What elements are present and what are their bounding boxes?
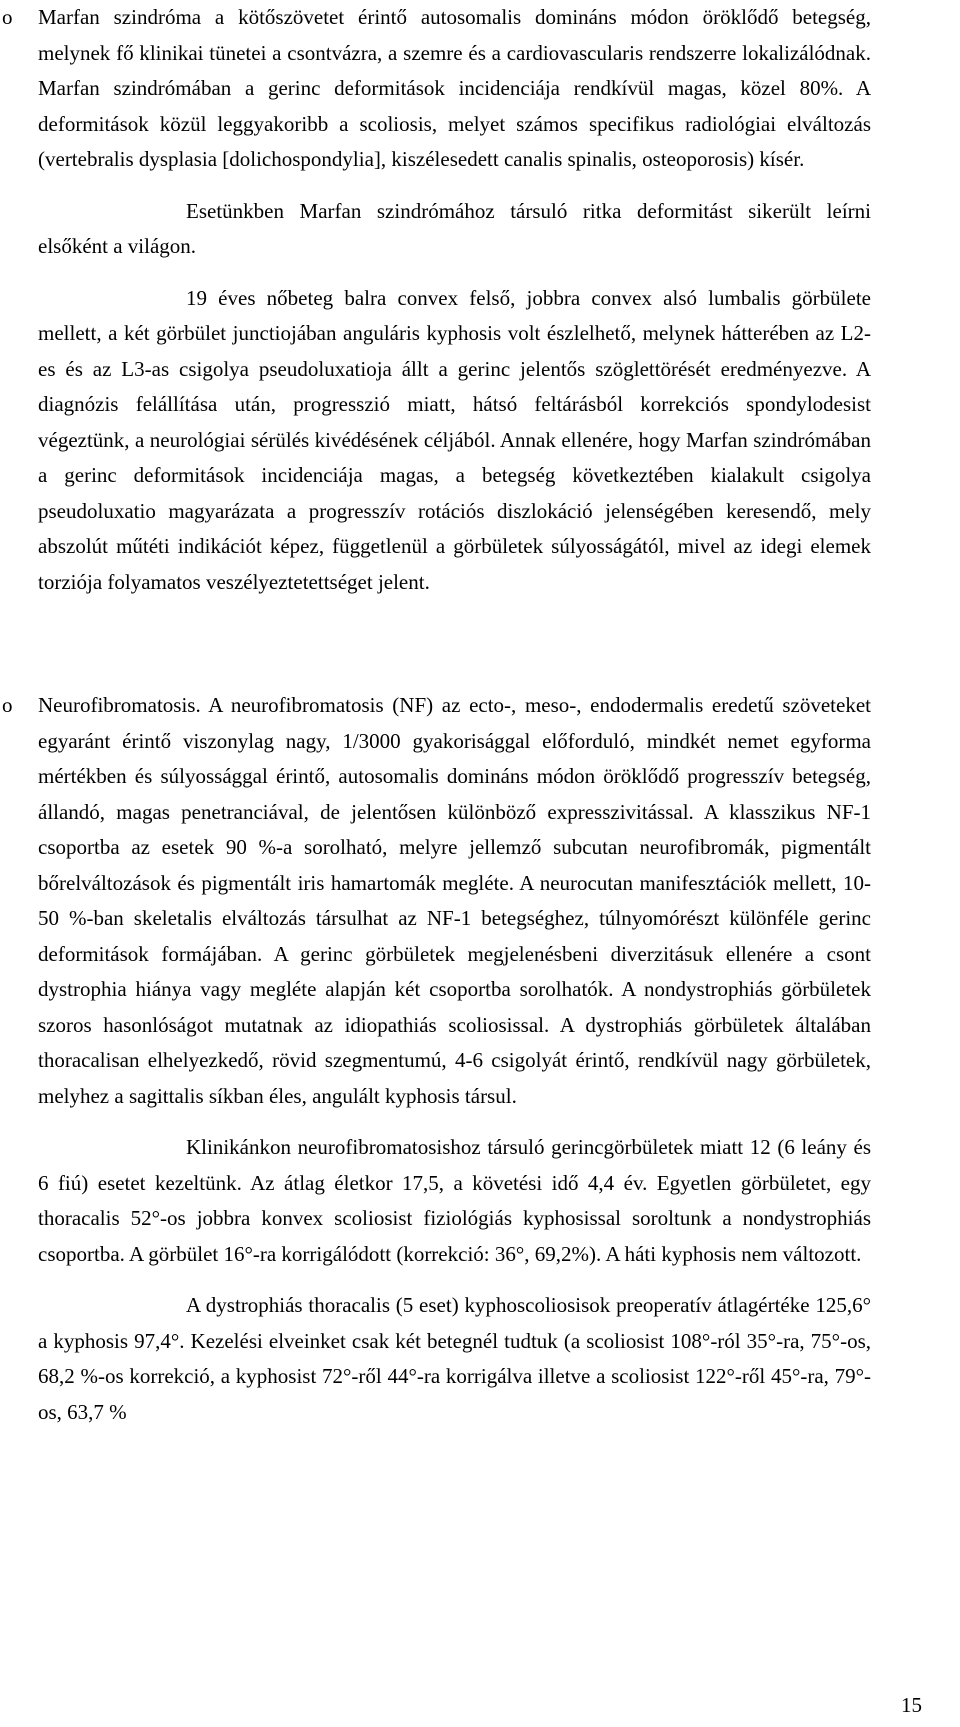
- paragraph-marfan-case-intro: Esetünkben Marfan szindrómához társuló ritka deformitást sikerült leírni elsőként a világon.: [38, 198, 871, 258]
- paragraph-nf-clinic: Klinikánkon neurofibromatosishoz társuló gerincgörbületek miatt 12 (6 leány és 6 fiú) esetet kezeltünk. Az átlag életkor 17,5, a követési idő 4,4 év. Egyetlen görbületet, egy thoracalis 52°-os jobbra konvex scoliosist fiziológiás kyphosissal soroltunk a nondystrophiás csoportba. A görbület 16°-ra korrigálódott (korrekció: 36°, 69,2%). A háti kyphosis nem változott.: [38, 1135, 871, 1266]
- paragraph-nf-intro: Neurofibromatosis. A neurofibromatosis (NF) az ecto-, meso-, endodermalis eredetű szöveteket egyaránt érintő viszonylag nagy, 1/3000 gyakorisággal előforduló, mindkét nemet egyforma mértékben és súlyossággal érintő, autosomalis domináns módon öröklődő progresszív betegség, állandó, magas penetranciával, de jelentősen különböző expresszivitással. A klasszikus NF-1 csoportba az esetek 90 %-a sorolható, melyre jellemző subcutan neurofibromák, pigmentált bőrelváltozások és pigmentált iris hamartomák megléte. A neurocutan manifesztációk mellett, 10-50 %-ban skeletalis elváltozás társulhat az NF-1 betegséghez, túlnyomórészt különféle gerinc deformitások formájában. A gerinc görbületek megjelenésbeni diverzitásuk ellenére a csont dystrophia hiánya vagy megléte alapján két csoportba sorolhatók. A nondystrophiás görbületek szoros hasonlóságot mutatnak az idiopathiás scoliosissal. A dystrophiás görbületek általában thoracalisan elhelyezkedő, rövid szegmentumú, 4-6 csigolyát érintő, rendkívül nagy görbületek, melyhez a sagittalis síkban éles, angulált kyphosis társul.: [38, 693, 871, 1108]
- paragraph-marfan-case: 19 éves nőbeteg balra convex felső, jobbra convex alsó lumbalis görbülete mellett, a két görbület junctiojában anguláris kyphosis volt észlelhető, melynek hátterében az L2-es és az L3-as csigolya pseudoluxatioja állt a gerinc jelentős szöglettörését eredményezve. A diagnózis felállítása után, progresszió miatt, hátsó feltárásból korrekciós spondylodesist végeztünk, a neurológiai sérülés kivédésének céljából. Annak ellenére, hogy Marfan szindrómában a gerinc deformitások incidenciája magas, a betegség következtében kialakult csigolya pseudoluxatio magyarázata a progresszív rotációs diszlokáció jelenségében keresendő, mely abszolút műtéti indikációt képez, függetlenül a görbületek súlyosságától, mivel az idegi elemek torziója folyamatos veszélyeztetettséget jelent.: [38, 285, 871, 594]
- list-item-marfan: [2, 0, 871, 600]
- bullet-marker: o: [2, 693, 13, 717]
- bullet-marker: o: [2, 5, 13, 29]
- page-number: 15: [901, 1693, 922, 1717]
- list-item-neurofibromatosis: [2, 688, 871, 1430]
- paragraph-nf-dystrophic: A dystrophiás thoracalis (5 eset) kyphoscoliosisok preoperatív átlagértéke 125,6° a kyphosis 97,4°. Kezelési elveinket csak két betegnél tudtuk (a scoliosist 108°-ról 35°-ra, 75°-os, 68,2 %-os korrekció, a kyphosist 72°-ről 44°-ra korrigálva illetve a scoliosist 122°-ről 45°-ra, 79°-os, 63,7 %: [38, 1293, 871, 1424]
- paragraph-marfan-intro: Marfan szindróma a kötőszövetet érintő autosomalis domináns módon öröklődő betegség, melynek fő klinikai tünetei a csontvázra, a szemre és a cardiovascularis rendszerre lokalizálódnak. Marfan szindrómában a gerinc deformitások incidenciája rendkívül magas, közel 80%. A deformitások közül leggyakoribb a scoliosis, melyet számos specifikus radiológiai elváltozás (vertebralis dysplasia [dolichospondylia], kiszélesedett canalis spinalis, osteoporosis) kísér.: [38, 5, 871, 171]
